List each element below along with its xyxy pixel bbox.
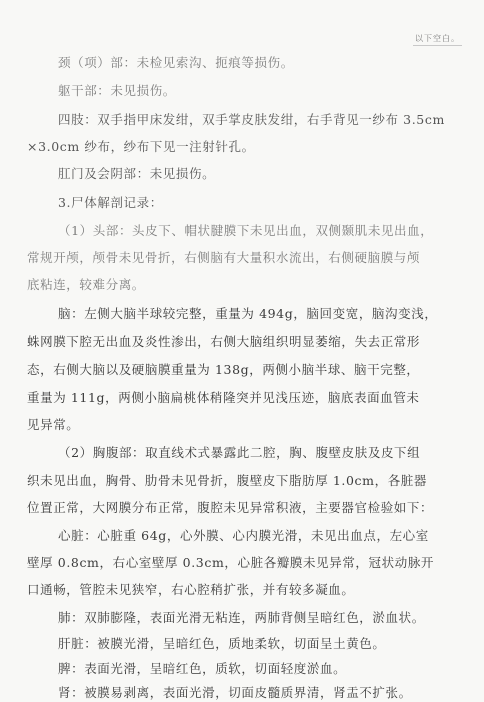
head-line-3: 底粘连，较难分离。	[27, 277, 145, 292]
spleen-line: 脾：表面光滑，呈暗红色，质软，切面轻度淤血。	[58, 661, 347, 676]
header-tag: 以下空白。	[413, 33, 462, 46]
neck-line: 颈（项）部：未检见索沟、扼痕等损伤。	[58, 55, 294, 70]
head-line-2: 常规开颅，颅骨未见骨折，右侧脑有大量积水流出，右侧硬脑膜与颅	[27, 250, 421, 265]
thorax-line-3: 位置正常，大网膜分布正常，腹腔未见异常积液，主要器官检验如下：	[27, 500, 434, 515]
brain-line-2: 蛛网膜下腔无出血及炎性渗出，右侧大脑组织明显萎缩，失去正常形	[27, 334, 421, 349]
heart-line-1: 心脏：心脏重 64g，心外膜、心内膜光滑，未见出血点，左心室	[58, 528, 429, 543]
brain-line-1: 脑：左侧大脑半球较完整，重量为 494g，脑回变宽，脑沟变浅，	[58, 306, 438, 321]
limbs-line-2: ×3.0cm 纱布，纱布下见一注射针孔。	[27, 139, 255, 154]
thorax-line-1: （2）胸腹部：取直线术式暴露此二腔，胸、腹壁皮肤及皮下组	[58, 445, 421, 460]
kidney-line: 肾：被膜易剥离，表面光滑，切面皮髓质界清，肾盂不扩张。	[58, 685, 412, 700]
anus-line: 肛门及会阴部：未见损伤。	[58, 166, 216, 181]
lung-line: 肺：双肺膨隆，表面光滑无粘连，两肺背侧呈暗红色，淤血状。	[58, 610, 425, 625]
thorax-line-2: 织未见出血，胸骨、肋骨未见骨折，腹壁皮下脂肪厚 1.0cm，各脏器	[27, 473, 428, 488]
liver-line: 肝脏：被膜光滑，呈暗红色，质地柔软，切面呈土黄色。	[58, 636, 386, 651]
brain-line-4: 重量为 111g，两侧小脑扁桃体稍隆突并见浅压迹，脑底表面血管未	[27, 390, 420, 405]
heart-line-3: 口通畅，管腔未见狭窄，右心腔稍扩张，并有较多凝血。	[27, 582, 355, 597]
brain-line-3: 态，右侧大脑以及硬脑膜重量为 138g，两侧小脑半球、脑干完整，	[27, 362, 420, 377]
limbs-line-1: 四肢：双手指甲床发绀，双手掌皮肤发绀，右手背见一纱布 3.5cm	[58, 112, 445, 127]
head-line-1: （1）头部：头皮下、帽状腱膜下未见出血，双侧颞肌未见出血，	[58, 223, 434, 238]
heart-line-2: 壁厚 0.8cm，右心室壁厚 0.3cm，心脏各瓣膜未见异常，冠状动脉开	[27, 555, 435, 570]
autopsy-heading: 3.尸体解剖记录：	[58, 195, 163, 210]
trunk-line: 躯干部：未见损伤。	[58, 83, 176, 98]
brain-line-5: 见异常。	[27, 417, 80, 432]
